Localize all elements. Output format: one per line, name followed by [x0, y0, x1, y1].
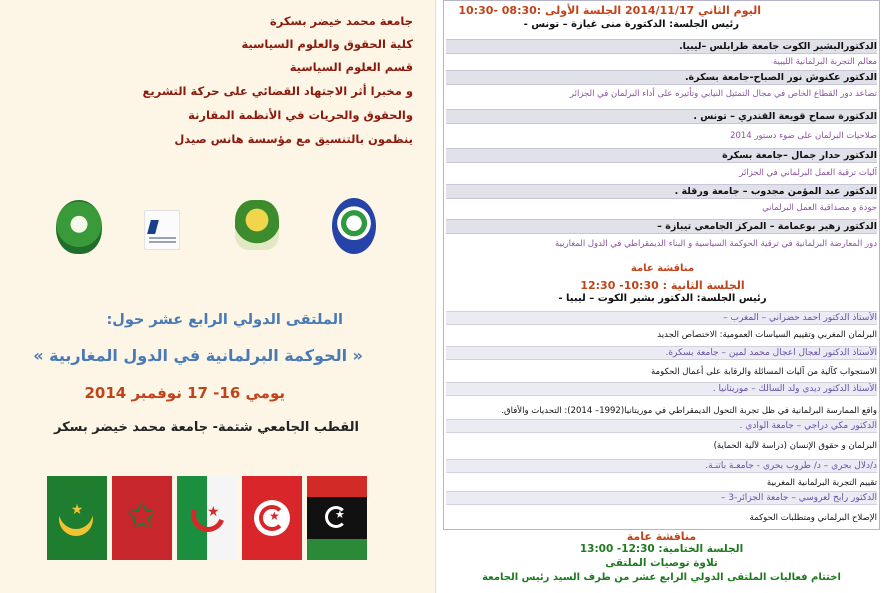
session2-header: الجلسة الثانية : 10:30- 12:30: [580, 279, 745, 292]
session1-chair: رئيس الجلسة: الدكتورة منى غيازة – تونس -: [523, 19, 739, 30]
algeria-flag-icon: ★: [177, 476, 237, 560]
speaker-row: د/دلال بحري – د/ طروب بحري - جامعـة باتنـة.: [446, 459, 877, 473]
speaker-row: الدكتور عبد المؤمن مجدوب – جامعة ورقلة .: [446, 184, 877, 199]
hanns-seidel-logo-icon: [144, 210, 180, 250]
talk-topic: آليات ترقية العمل البرلماني في الجزائر: [739, 168, 877, 178]
session2-chair: رئيس الجلسة: الدكتور بشير الكوت – ليبيا -: [558, 293, 767, 304]
laboratory-line-1: و مخبرا أثر الاجتهاد القضائي على حركة التشريع: [142, 84, 413, 98]
talk-topic: جودة و مصداقية العمل البرلماني: [762, 203, 877, 213]
speaker-row: الدكتور زهير بوعمامة – المركز الجامعي تيبازة –: [446, 219, 877, 234]
talk-topic: الاستجواب كآلية من آليات المسائلة والرقابة على أعمال الحكومة: [650, 367, 877, 377]
laboratory-emblem-icon: [332, 198, 376, 254]
conference-title-intro: الملتقى الدولي الرابع عشر حول:: [106, 312, 343, 328]
faculty-name: كلية الحقوق والعلوم السياسية: [241, 37, 413, 51]
programme-table: [443, 0, 880, 530]
talk-topic: البرلمان المغربي وتقييم السياسات العمومية: الاختصاص الجديد: [657, 330, 877, 340]
programme-panel: [440, 0, 883, 593]
conference-dates: يومي 16- 17 نوفمبر 2014: [84, 384, 285, 402]
university-seal-icon: [56, 200, 102, 254]
cover-panel: [0, 0, 436, 593]
speaker-row: الدكتور رابح لعروسي – جامعة الجزائر-3 –: [446, 491, 877, 505]
conference-title: « الحوكمة البرلمانية في الدول المغاربية »: [33, 346, 363, 365]
day-session-header: اليوم الثاني 2014/11/17 الجلسة الأولى :08:30 -10:30: [458, 4, 761, 17]
speaker-row: الدكتور حدار جمال –جامعة بسكرة: [446, 148, 877, 163]
talk-topic: صلاحيات البرلمان على ضوء دستور 2014: [730, 131, 877, 141]
speaker-row: الدكتورة سماح قويعة القندري – تونس .: [446, 109, 877, 124]
speaker-row: الدكتور مكي دراجي – جامعة الوادي .: [446, 419, 877, 433]
speaker-row: الدكتورالبشير الكوت جامعة طرابلس –ليبيا.: [446, 39, 877, 54]
talk-topic: تقييم التجربة البرلمانية المغربية: [766, 478, 877, 488]
organizers-line: ينظمون بالتنسيق مع مؤسسة هانس صيدل: [174, 132, 413, 146]
closing-recommendations: تلاوة توصيات الملتقى: [605, 557, 718, 569]
department-name: قسم العلوم السياسية: [289, 60, 413, 74]
speaker-row: الأستاذ الدكتور لعجال اعجال محمد لمين – جامعة بسكرة.: [446, 346, 877, 360]
closing-session-header: الجلسة الختامية: 12:30- 13:00: [579, 543, 744, 555]
talk-topic: البرلمان و حقوق الإنسان (دراسة لآلية الحماية): [713, 441, 877, 451]
conference-venue: القطب الجامعي شتمة- جامعة محمد خيضر بسكر: [54, 420, 359, 435]
morocco-flag-icon: ✩: [112, 476, 172, 560]
closing-remark: اختتام فعاليات الملتقى الدولي الرابع عشر من طرف السيد رئيس الجامعة: [482, 572, 841, 583]
libya-flag-icon: ★: [307, 476, 367, 560]
talk-topic: تصاعد دور القطاع الخاص في مجال التمثيل النيابي وتأثيره على أداء البرلمان في الجزائر: [569, 89, 877, 99]
mauritania-flag-icon: ★: [47, 476, 107, 560]
talk-topic: دور المعارضة البرلمانية في ترقية الحوكمة السياسية و البناء الديمقراطي في الدول المغاربية: [555, 239, 877, 249]
laboratory-line-2: والحقوق والحريات في الأنظمة المقارنة: [188, 108, 413, 122]
talk-topic: واقع الممارسة البرلمانية في ظل تجربة التحول الديمقراطي في موريتانيا(1992– 2014): التحديات والأفاق.: [501, 406, 877, 416]
tunisia-flag-icon: ★: [242, 476, 302, 560]
speaker-row: الأستاذ الدكتور احمد حضراني – المغرب –: [446, 311, 877, 325]
closing-discussion-label: مناقشة عامة: [626, 530, 697, 543]
talk-topic: الإصلاح البرلماني ومتطلبات الحوكمة: [749, 513, 877, 523]
talk-topic: معالم التجربة البرلمانية الليبية: [772, 57, 877, 67]
faculty-emblem-icon: [235, 200, 279, 250]
speaker-row: الأستاذ الدكتور ديدي ولد السالك – موريتانيا .: [446, 382, 877, 396]
university-name: جامعة محمد خيضر بسكرة: [269, 14, 413, 28]
speaker-row: الدكتور عكنوش نور الصباح-جامعة بسكرة.: [446, 70, 877, 85]
discussion-label: مناقشة عامة: [630, 263, 695, 274]
